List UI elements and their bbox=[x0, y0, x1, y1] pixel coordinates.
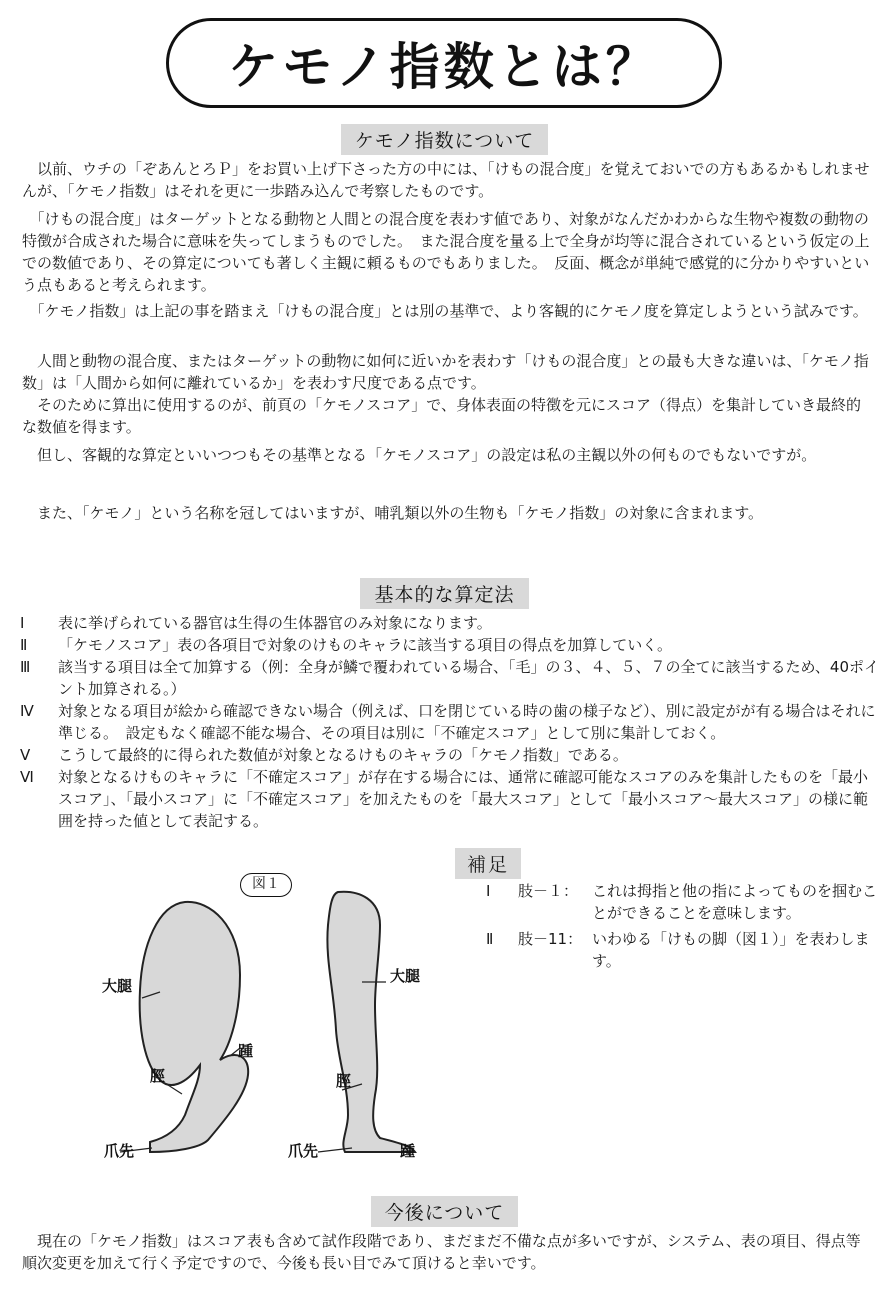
label-thigh-right: 大腿 bbox=[390, 967, 421, 985]
list-item: Ⅵ 対象となるけものキャラに「不確定スコア」が存在する場合には、通常に確認可能なスコアのみを集計したものを「最小スコア」、「最小スコア」に「不確定スコア」を加えたものを「最大スコア」として「最小スコア～最大スコア」の様に範囲を持った値として表記する。 bbox=[20, 768, 869, 830]
figure-label: 図１ bbox=[240, 873, 292, 897]
supplement-list bbox=[486, 880, 881, 972]
about-heading: ケモノ指数について bbox=[0, 124, 889, 155]
label-thigh-left: 大腿 bbox=[102, 977, 133, 995]
label-heel-left: 踵 bbox=[238, 1042, 254, 1060]
list-item: Ⅱ 肢－11： いわゆる「けもの脚（図１）」を表わします。 bbox=[486, 930, 870, 970]
label-toe-left: 爪先 bbox=[104, 1142, 135, 1160]
about-paragraph-1: 以前、ウチの「ぞあんとろＰ」をお買い上げ下さった方の中には、「けもの混合度」を覚えておいでの方もあるかもしれませんが、「ケモノ指数」はそれを更に一歩踏み込んで考察したものです。 bbox=[22, 160, 870, 200]
future-paragraph: 現在の「ケモノ指数」はスコア表も含めて試作段階であり、まだまだ不備な点が多いですが、システム、表の項目、得点等順次変更を加えて行く予定ですので、今後も長い目でみて頂けると幸いです。 bbox=[22, 1232, 861, 1272]
about-paragraph-5: そのために算出に使用するのが、前頁の「ケモノスコア」で、身体表面の特徴を元にスコア（得点）を集計していき最終的な数値を得ます。 bbox=[22, 396, 861, 436]
method-list bbox=[18, 612, 880, 832]
page-title: ケモノ指数とは？ bbox=[228, 38, 660, 96]
about-paragraph-3: 「ケモノ指数」は上記の事を踏まえ「けもの混合度」とは別の基準で、より客観的にケモノ度を算定しようという試みです。 bbox=[22, 302, 868, 320]
list-item: Ⅰ 肢－１： これは拇指と他の指によってものを掴むことができることを意味します。 bbox=[486, 882, 878, 922]
supplement-heading: 補足 bbox=[455, 848, 521, 879]
list-item: Ⅲ 該当する項目は全て加算する（例：全身が鱗で覆われている場合、「毛」の３、４、５、７の全てに該当するため、40ポイント加算される。） bbox=[20, 658, 879, 698]
about-paragraph-2: 「けもの混合度」はターゲットとなる動物と人間との混合度を表わす値であり、対象がなんだかわからな生物や複数の動物の特徴が合成された場合に意味を失ってしまうものでした。 また混合度を量る上で全身が均等に混合されているという仮定の上での数値であり、その算定についても著しく主観に頼るものでもありました。 反面、概念が単純で感覚的に分かりやすいという点もあると考えられます。 bbox=[22, 210, 870, 294]
list-item: Ⅰ 表に挙げられている器官は生得の生体器官のみ対象になります。 bbox=[20, 614, 492, 632]
about-paragraph-4: 人間と動物の混合度、またはターゲットの動物に如何に近いかを表わす「けもの混合度」との最も大きな違いは、「ケモノ指数」は「人間から如何に離れているか」を表わす尺度である点です。 bbox=[22, 352, 869, 392]
list-item: Ⅴ こうして最終的に得られた数値が対象となるけものキャラの「ケモノ指数」である。 bbox=[20, 746, 628, 764]
list-item: Ⅱ 「ケモノスコア」表の各項目で対象のけものキャラに該当する項目の得点を加算していく。 bbox=[20, 636, 672, 654]
animal-leg-shape bbox=[140, 902, 249, 1152]
about-paragraph-6: 但し、客観的な算定といいつつもその基準となる「ケモノスコア」の設定は私の主観以外の何ものでもないですが。 bbox=[22, 446, 817, 464]
future-heading: 今後について bbox=[0, 1196, 889, 1227]
label-heel-right: 踵 bbox=[400, 1142, 416, 1160]
method-heading: 基本的な算定法 bbox=[0, 578, 889, 609]
human-leg-shape bbox=[327, 892, 415, 1152]
label-toe-right: 爪先 bbox=[288, 1142, 319, 1160]
label-shin-right: 脛 bbox=[336, 1072, 352, 1090]
title-banner bbox=[166, 18, 722, 108]
list-item: Ⅳ 対象となる項目が絵から確認できない場合（例えば、口を閉じている時の歯の様子など）、別に設定がが有る場合はそれに準じる。 設定もなく確認不能な場合、その項目は別に「不確定スコア」として別に集計しておく。 bbox=[20, 702, 876, 742]
figure-legs-illustration bbox=[90, 880, 450, 1170]
about-paragraph-7: また、「ケモノ」という名称を冠してはいますが、哺乳類以外の生物も「ケモノ指数」の対象に含まれます。 bbox=[22, 504, 764, 522]
label-shin-left: 脛 bbox=[150, 1067, 166, 1085]
